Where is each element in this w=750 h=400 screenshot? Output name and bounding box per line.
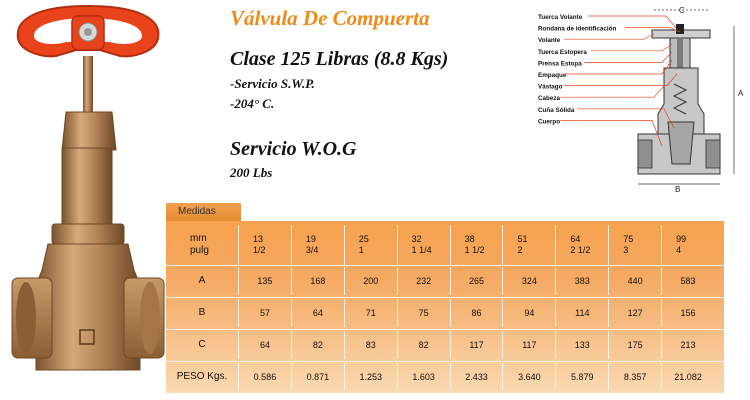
size-cell xyxy=(397,225,450,265)
dim-b-label: B xyxy=(675,185,681,194)
table-cell: 156 xyxy=(661,299,714,327)
table-cell: 175 xyxy=(608,331,661,359)
diagram-part-label: Cuerpo xyxy=(538,118,561,126)
table-cell: 86 xyxy=(450,299,503,327)
stem xyxy=(83,56,93,114)
table-cell: 71 xyxy=(344,299,397,327)
size-in: 3/4 xyxy=(305,245,319,255)
diagram-leader-line xyxy=(591,44,672,51)
table-row xyxy=(166,299,724,327)
size-in: 3 xyxy=(623,245,629,255)
table-cell: 5.879 xyxy=(555,363,608,391)
size-in: 4 xyxy=(676,245,682,255)
table-cell: 440 xyxy=(608,267,661,295)
wog-pressure: 200 Lbs xyxy=(230,165,273,180)
row-separator xyxy=(166,329,724,330)
table-cell: 64 xyxy=(291,299,344,327)
table-cell: 1.253 xyxy=(344,363,397,391)
size-mm: 25 xyxy=(358,234,369,244)
valve-section xyxy=(638,24,720,174)
size-mm: 19 xyxy=(305,234,316,244)
size-mm: 99 xyxy=(676,234,687,244)
diagram-leader-line xyxy=(564,34,654,39)
temperature: -204° C. xyxy=(230,96,275,111)
size-in: 1/2 xyxy=(253,245,266,255)
table-row xyxy=(166,363,724,391)
size-in: 2 1/2 xyxy=(570,245,591,255)
table-cell: 0.871 xyxy=(291,363,344,391)
row-label: C xyxy=(198,339,206,350)
row-separator xyxy=(166,265,724,266)
unit-mm: mm xyxy=(190,233,207,244)
size-cell xyxy=(555,225,608,265)
row-label: A xyxy=(198,275,206,286)
table-cell: 57 xyxy=(238,299,291,327)
table-cell: 0.586 xyxy=(238,363,291,391)
diagram-part-label: Empaque xyxy=(538,72,567,79)
diagram-part-label: Vástago xyxy=(538,83,563,91)
row-separator xyxy=(166,361,724,362)
size-row xyxy=(166,225,724,265)
table-cell: 324 xyxy=(502,267,555,295)
size-in: 2 xyxy=(517,245,523,255)
table-cell: 3.640 xyxy=(502,363,555,391)
size-cells xyxy=(238,225,714,265)
unit-in: pulg xyxy=(190,245,209,256)
size-cell xyxy=(238,225,291,265)
size-mm: 75 xyxy=(623,234,634,244)
table-cell: 1.603 xyxy=(397,363,450,391)
size-in: 1 1/4 xyxy=(411,245,432,255)
table-cell: 583 xyxy=(661,267,714,295)
table-cell: 127 xyxy=(608,299,661,327)
table-cell: 133 xyxy=(555,331,608,359)
table-cell: 83 xyxy=(344,331,397,359)
dimensions-table xyxy=(166,203,724,395)
table-cell: 117 xyxy=(450,331,503,359)
service-wog: Servicio W.O.G xyxy=(230,138,357,160)
size-mm: 32 xyxy=(411,234,422,244)
size-mm: 51 xyxy=(517,234,528,244)
table-cell: 200 xyxy=(344,267,397,295)
row-label: PESO Kgs. xyxy=(176,371,228,382)
diagram-part-label: Rondana de identificación xyxy=(538,25,617,33)
table-cell: 8.357 xyxy=(608,363,661,391)
diagram-leader-line xyxy=(560,86,664,97)
table-cell: 265 xyxy=(450,267,503,295)
diagram-part-label: Tuerca Estopera xyxy=(538,48,587,56)
product-title: Válvula De Compuerta xyxy=(230,6,430,30)
size-cell xyxy=(450,225,503,265)
size-in: 1 xyxy=(358,245,364,255)
row-label: B xyxy=(198,307,206,318)
diagram-part-label: Tuerca Volante xyxy=(538,14,583,21)
table-cell: 168 xyxy=(291,267,344,295)
valve-cutaway-diagram xyxy=(534,4,748,196)
table-cell: 135 xyxy=(238,267,291,295)
size-cell xyxy=(344,225,397,265)
table-cell: 75 xyxy=(397,299,450,327)
diagram-part-label: Cabeza xyxy=(538,95,561,103)
table-row xyxy=(166,331,724,359)
size-in: 1 1/2 xyxy=(464,245,485,255)
table-tab-label: Medidas xyxy=(166,203,241,221)
dim-c-label: C xyxy=(679,6,685,15)
diagram-leader-line xyxy=(584,52,672,62)
table-cell: 232 xyxy=(397,267,450,295)
size-unit-labels xyxy=(166,225,238,265)
table-cell: 82 xyxy=(291,331,344,359)
diagram-part-label: Cuña Sólida xyxy=(538,106,575,114)
row-separator xyxy=(166,297,724,298)
handwheel xyxy=(18,6,159,56)
size-mm: 13 xyxy=(253,234,264,244)
size-mm: 64 xyxy=(570,234,581,244)
dim-a-label: A xyxy=(738,89,744,98)
size-mm: 38 xyxy=(464,234,475,244)
table-cell: 21.082 xyxy=(661,363,714,391)
table-cell: 117 xyxy=(502,331,555,359)
table-cell: 82 xyxy=(397,331,450,359)
diagram-part-label: Prensa Estopa xyxy=(538,60,582,68)
table-cell: 213 xyxy=(661,331,714,359)
table-cell: 94 xyxy=(502,299,555,327)
size-cell xyxy=(661,225,714,265)
size-cell xyxy=(502,225,555,265)
table-cell: 64 xyxy=(238,331,291,359)
table-row xyxy=(166,267,724,295)
table-cell: 114 xyxy=(555,299,608,327)
diagram-part-label: Volante xyxy=(538,37,561,45)
table-cell: 2.433 xyxy=(450,363,503,391)
diagram-leader-line xyxy=(564,74,677,86)
service-swp: -Servicio S.W.P. xyxy=(230,76,315,91)
table-body xyxy=(166,221,724,393)
class-rating: Clase 125 Libras (8.8 Kgs) xyxy=(230,48,449,70)
table-cell: 383 xyxy=(555,267,608,295)
size-cell xyxy=(291,225,344,265)
gate-valve-photo xyxy=(0,0,175,400)
size-cell xyxy=(608,225,661,265)
